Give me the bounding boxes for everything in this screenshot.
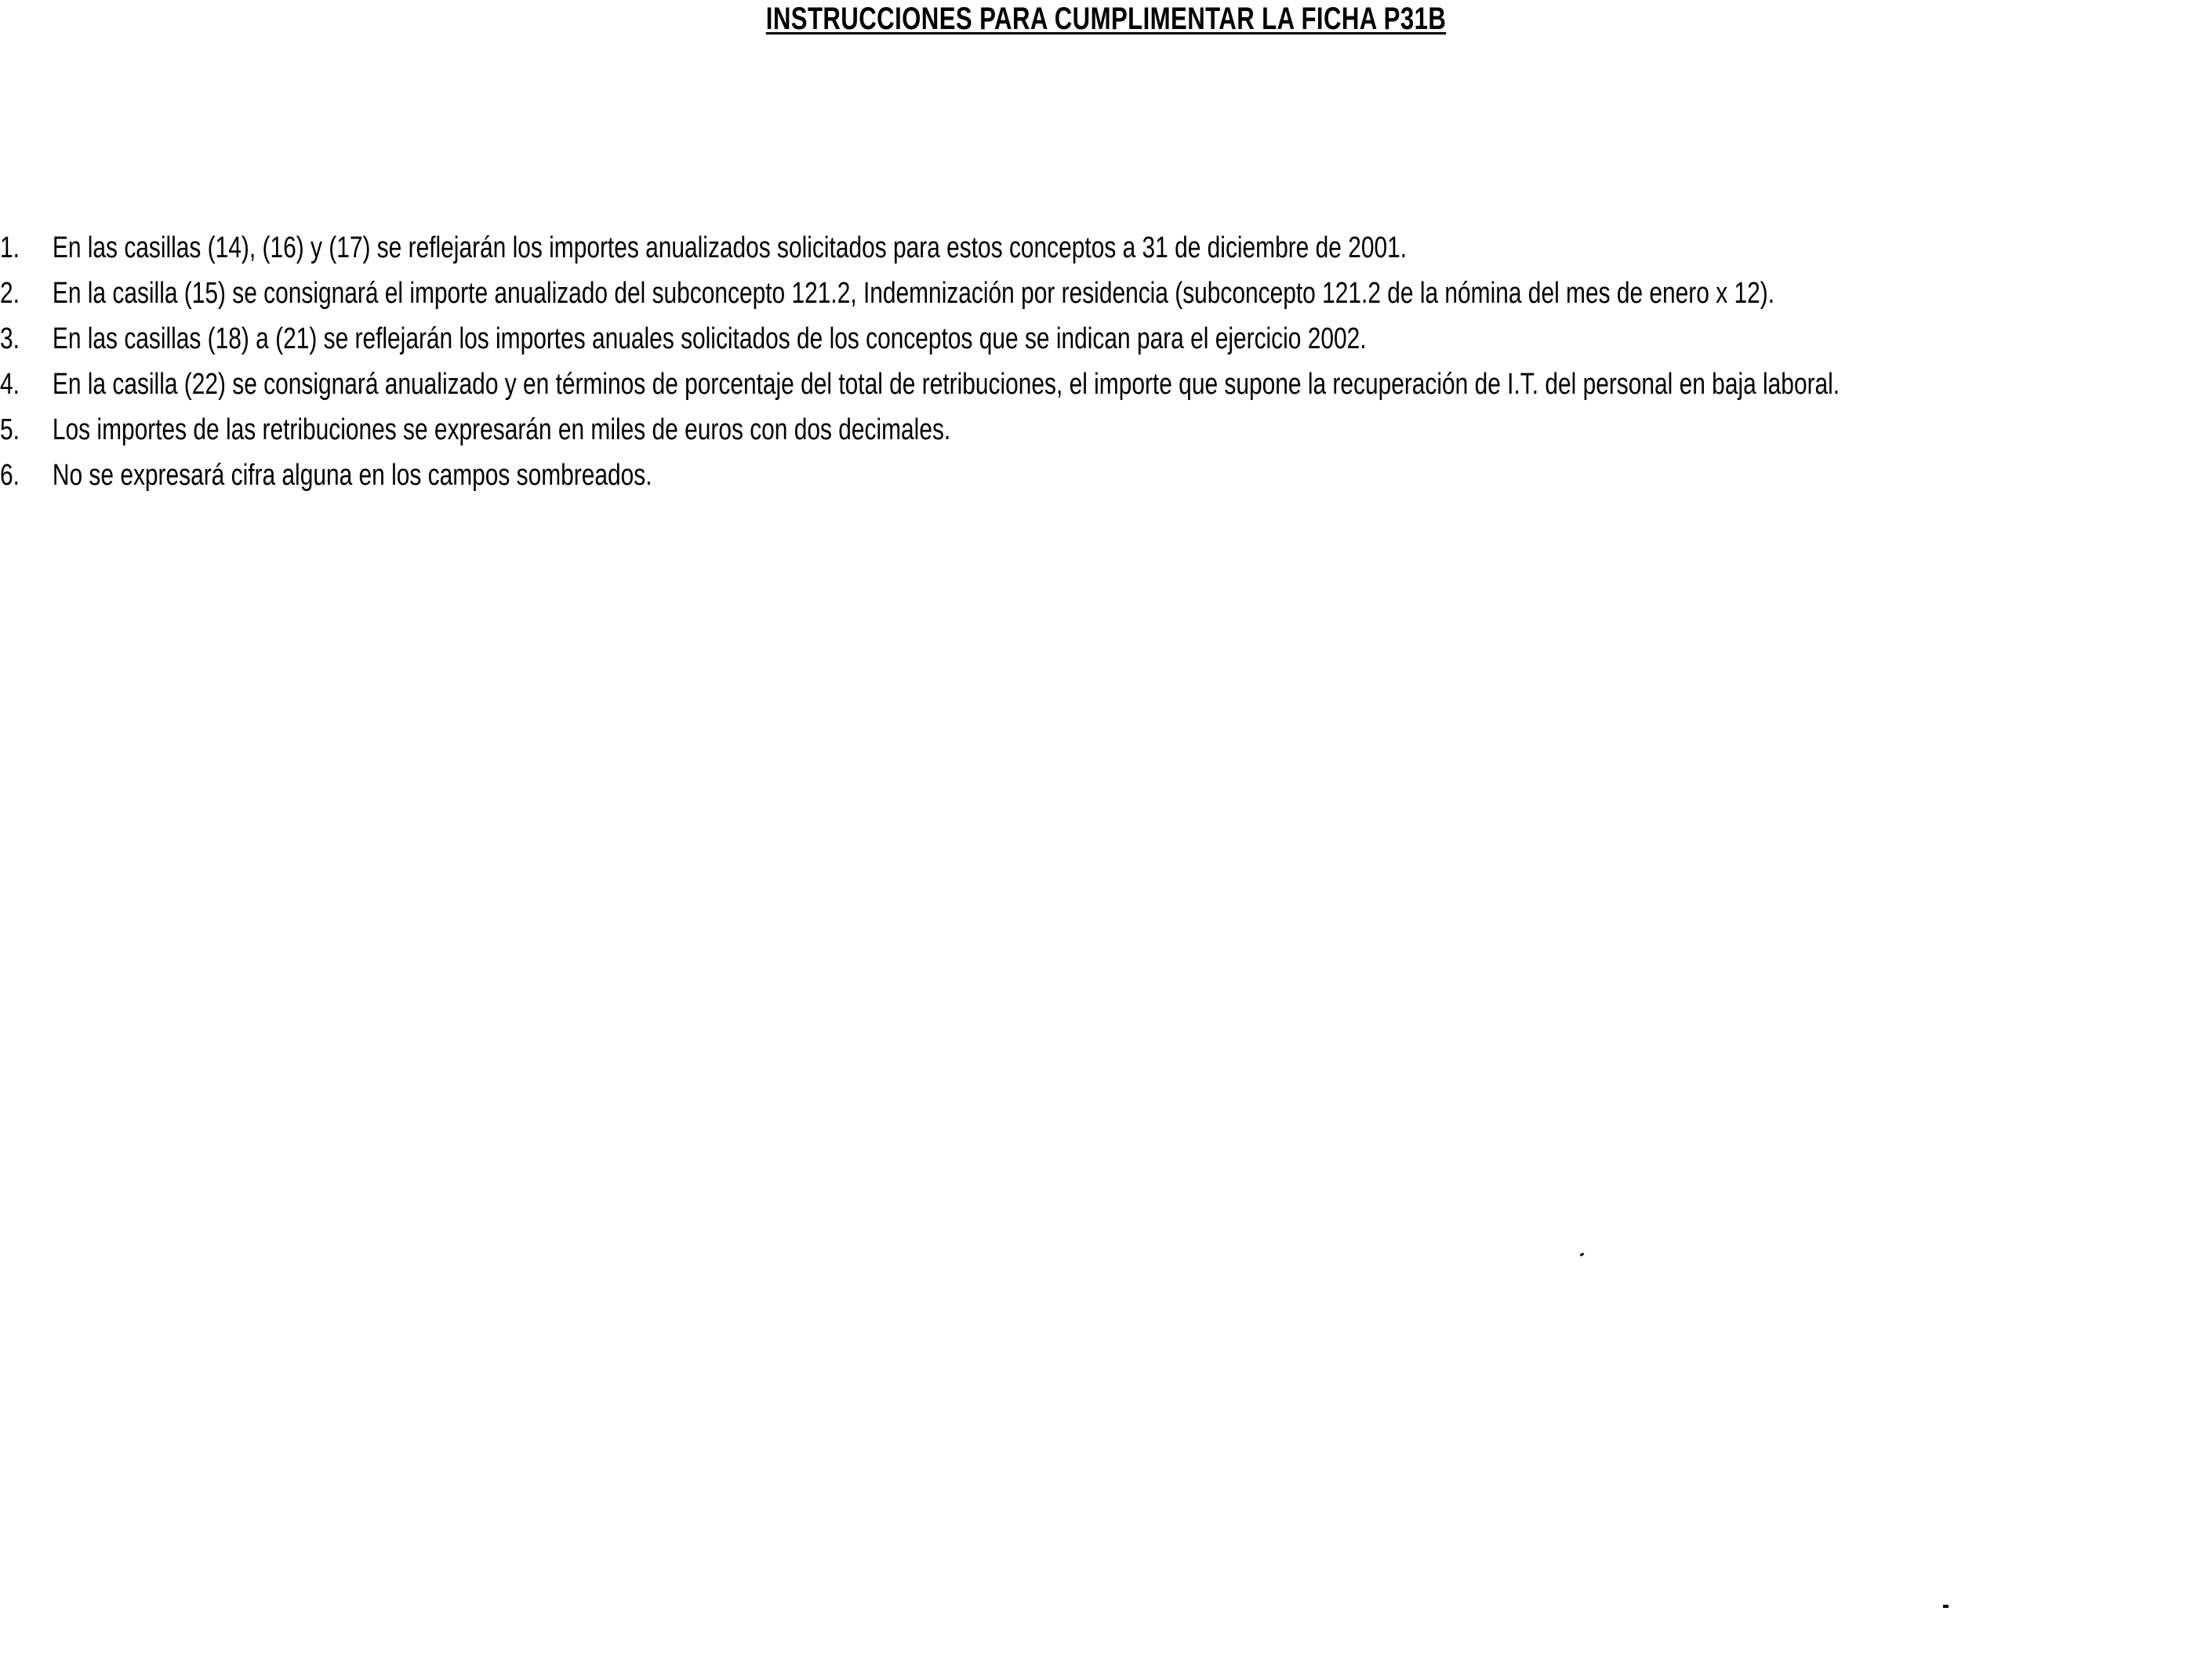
instruction-item-1: [0, 225, 2197, 271]
instruction-number: 3.: [0, 322, 20, 355]
page-title: INSTRUCCIONES PARA CUMPLIMENTAR LA FICHA P31B: [765, 2, 1447, 36]
instructions-list: [0, 225, 2197, 498]
instruction-number: 5.: [0, 413, 20, 446]
instruction-item-6: [0, 453, 2197, 498]
instruction-item-2: [0, 271, 2197, 316]
instruction-text: En las casillas (18) a (21) se reflejarán los importes anuales solicitados de los conceptos que se indican para el ejercicio 2002.: [52, 322, 1367, 355]
scan-speck: [1580, 1253, 1585, 1257]
instruction-text: En las casillas (14), (16) y (17) se reflejarán los importes anualizados solicitados para estos conceptos a 31 de diciembre de 2001.: [52, 231, 1407, 264]
instruction-number: 1.: [0, 231, 20, 264]
instruction-text: Los importes de las retribuciones se expresarán en miles de euros con dos decimales.: [52, 413, 951, 446]
instruction-item-4: [0, 362, 2197, 407]
instruction-text: En la casilla (15) se consignará el importe anualizado del subconcepto 121.2, Indemnización por residencia (subconcepto 121.2 de la nómina del mes de enero x 12).: [52, 277, 1775, 310]
instruction-item-5: [0, 407, 2197, 453]
instruction-text: En la casilla (22) se consignará anualizado y en términos de porcentaje del total de retribuciones, el importe que supone la recuperación de I.T. del personal en baja laboral.: [52, 368, 1840, 401]
instruction-number: 4.: [0, 368, 20, 401]
instruction-number: 2.: [0, 277, 20, 310]
instruction-item-3: [0, 316, 2197, 362]
instruction-number: 6.: [0, 459, 20, 492]
scan-speck: [1943, 1605, 1949, 1608]
instruction-text: No se expresará cifra alguna en los campos sombreados.: [52, 459, 652, 492]
